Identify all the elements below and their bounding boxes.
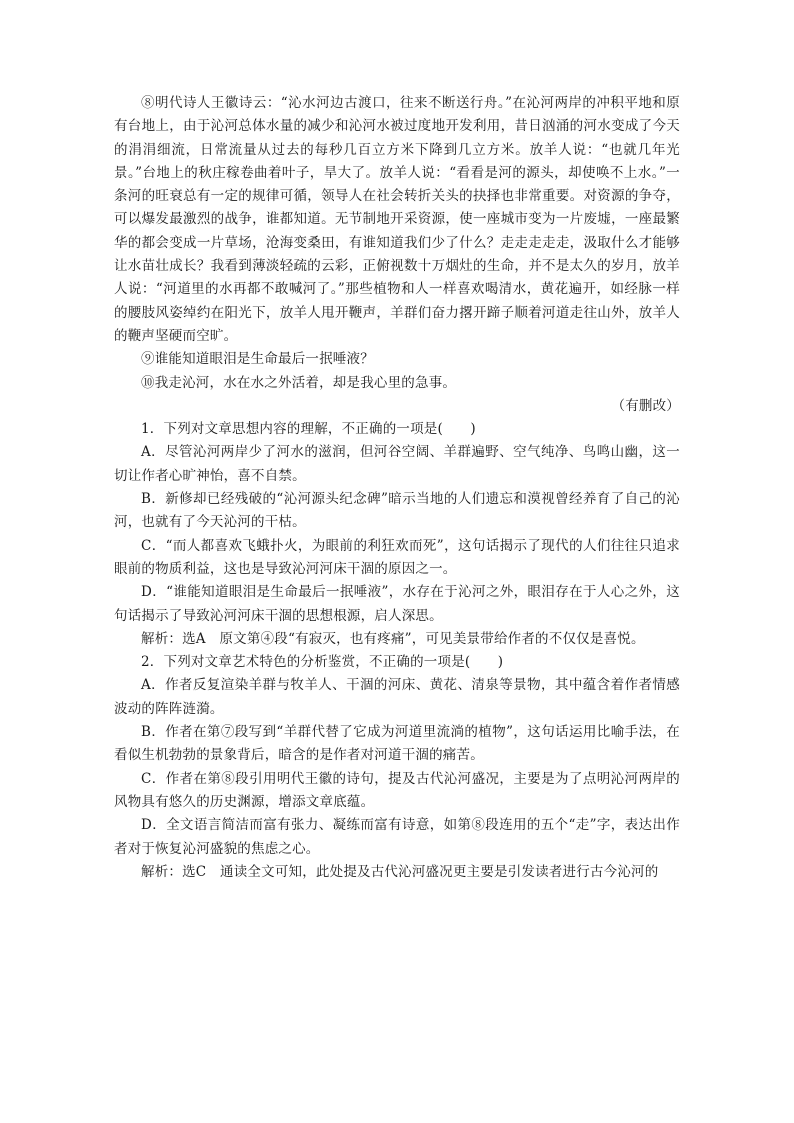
passage-paragraph-10: ⑩我走沁河，水在水之外活着，却是我心里的急事。 — [141, 374, 457, 391]
source-note: （有删改） — [611, 397, 680, 414]
question-2-stem: 2．下列对文章艺术特色的分析鉴赏，不正确的一项是( ) — [141, 654, 504, 671]
question-2-option-a: A．作者反复渲染羊群与牧羊人、干涸的河床、黄花、清泉等景物，其中蕴含着作者情感波动的阵阵涟漪。 — [114, 677, 680, 717]
question-1 — [114, 418, 680, 651]
passage-paragraph-8: ⑧明代诗人王徽诗云：“沁水河边古渡口，往来不断送行舟。”在沁河两岸的冲积平地和原有台地上，由于沁河总体水量的减少和沁河水被过度地开发利用，昔日汹涌的河水变成了今天的涓涓细流，日常流量从过去的每秒几百立方米下降到几立方米。放羊人说：“也就几年光景。”台地上的秋庄稼卷曲着叶子，旱大了。放羊人说：“看看是河的源头，却使唤不上水。”一条河的旺衰总有一定的规律可循，领导人在社会转折关头的抉择也非常重要。对资源的争夺，可以爆发最激烈的战争，谁都知道。无节制地开采资源，使一座城市变为一片废墟，一座最繁华的都会变成一片草场，沧海变桑田，有谁知道我们少了什么？走走走走走，汲取什么才能够让水苗壮成长？我看到薄淡轻疏的云彩，正俯视数十万烟灶的生命，并不是太久的岁月，放羊人说：“河道里的水再都不敢喊河了。”那些植物和人一样喜欢喝清水，黄花遍开，如经脉一样的腰肢风姿绰约在阳光下，放羊人甩开鞭声，羊群们奋力撂开蹄子顺着河道走往山外，放羊人的鞭声坚硬而空旷。 — [114, 95, 680, 344]
question-2 — [114, 651, 680, 884]
question-1-option-b: B．新修却已经残破的“沁河源头纪念碑”暗示当地的人们遗忘和漠视曾经养育了自己的沁河，也就有了今天沁河的干枯。 — [114, 491, 680, 531]
question-1-stem: 1．下列对文章思想内容的理解，不正确的一项是( ) — [141, 421, 476, 438]
question-1-option-d: D．“谁能知道眼泪是生命最后一抿唾液”，水存在于沁河之外，眼泪存在于人心之外，这句话揭示了导致沁河河床干涸的思想根源，启人深思。 — [114, 584, 680, 624]
question-1-analysis: 解析：选A 原文第④段“有寂灭，也有疼痛”，可见美景带给作者的不仅仅是喜悦。 — [141, 630, 645, 647]
document-page — [114, 92, 680, 884]
question-1-option-c: C．“而人都喜欢飞蛾扑火，为眼前的利狂欢而死”，这句话揭示了现代的人们往往只追求眼前的物质利益，这也是导致沁河河床干涸的原因之一。 — [114, 537, 680, 577]
question-2-option-d: D．全文语言简洁而富有张力、凝练而富有诗意，如第⑧段连用的五个“走”字，表达出作者对于恢复沁河盛貌的焦虑之心。 — [114, 817, 680, 857]
question-2-analysis: 解析：选C 通读全文可知，此处提及古代沁河盛况更主要是引发读者进行古今沁河的 — [141, 863, 659, 880]
question-2-option-c: C．作者在第⑧段引用明代王徽的诗句，提及古代沁河盛况，主要是为了点明沁河两岸的风物具有悠久的历史渊源，增添文章底蕴。 — [114, 770, 680, 810]
question-2-option-b: B．作者在第⑦段写到“羊群代替了它成为河道里流淌的植物”，这句话运用比喻手法，在看似生机勃勃的景象背后，暗含的是作者对河道干涸的痛苦。 — [114, 724, 680, 764]
question-1-option-a: A．尽管沁河两岸少了河水的滋润，但河谷空阔、羊群遍野、空气纯净、鸟鸣山幽，这一切让作者心旷神怡，喜不自禁。 — [114, 444, 680, 484]
passage-paragraph-9: ⑨谁能知道眼泪是生命最后一抿唾液？ — [141, 351, 374, 368]
